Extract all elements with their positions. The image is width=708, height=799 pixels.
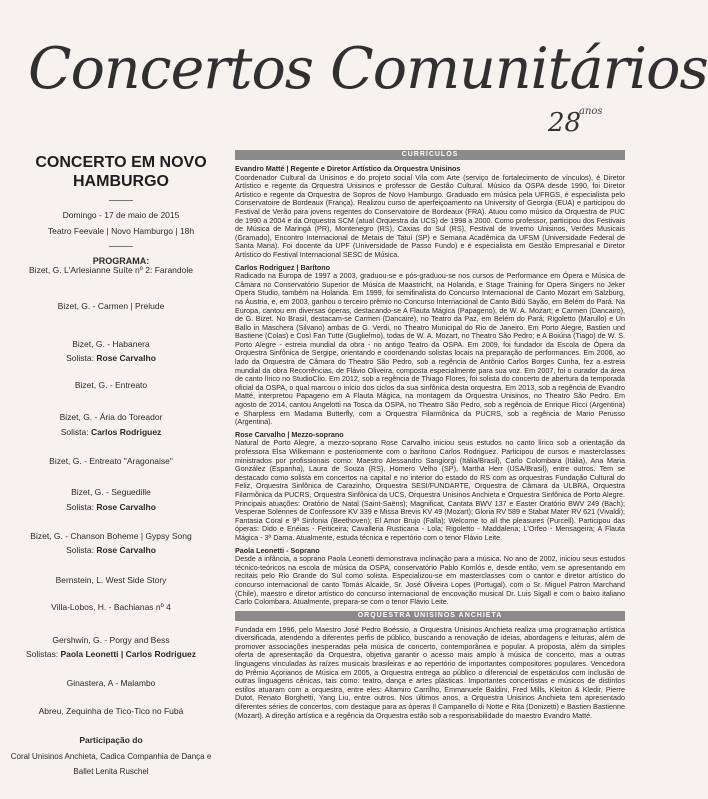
soloist-line <box>0 545 222 555</box>
program-item <box>0 635 222 645</box>
concert-venue: Teatro Feevale | Novo Hamburgo | 18h <box>47 226 195 236</box>
participation-line: Ballet Lenita Ruschel <box>73 767 149 776</box>
program-line: Bizet, G. - Entreato <box>74 380 148 390</box>
bio-block <box>235 264 625 427</box>
divider <box>109 200 133 201</box>
soloist-name: Carlos Rodriguez <box>90 427 162 437</box>
orquestra-block <box>235 626 625 721</box>
series-title: Concertos Comunitários <box>28 36 708 102</box>
bio-name: Rose Carvalho | Mezzo-soprano <box>235 429 344 439</box>
concert-date: Domingo - 17 de maio de 2015 <box>62 210 180 220</box>
bio-name: Carlos Rodriguez | Barítono <box>235 262 331 272</box>
program-item <box>0 456 222 466</box>
program-line: Bernstein, L. West Side Story <box>55 575 167 585</box>
soloist-name: Paola Leonetti | Carlos Rodriguez <box>60 649 197 659</box>
participation-heading: Participação do <box>79 735 143 745</box>
orquestra-text: Fundada em 1996, pelo Maestro José Pedro Boéssio, a Orquestra Unisinos Anchieta realiza uma programação artística diversificada, atendendo a diferentes perfis de público, buscando a renovação de ideias, abordagens e leituras, além de promover associações inesperadas pela música de concerto, contemporânea e popular. A proposta, além da simples oferta de apresentação da Orquestra, objetiva garantir o acesso mais amplo à música de concerto, mas a outras linguagens vinculadas às raízes musicais brasileiras e ao repertório de importantes compositores populares. Vencedora do Prêmio Açorianos de Música em 2005, a Orquestra entrega ao público o diferencial de espetáculos com inclusão de outras linguagens cênicas, tais como: teatro, dança e artes plásticas. Importantes concertistas e músicos de distintos estilos atuaram com a orquestra, entre eles: Altamiro Carrilho, Emmanuele Baldini, Fred Mills, Kleiton & Kledir, Pierre Dutot, Renato Borghetti, Yang Liu, entre outros. Nos últimos anos, a Orquestra Unisinos Anchieta tem apresentado diferentes séries de concertos, com destaque para as óperas Il Campanello di Notte e Rita (Donizetti) e Bastien Bastienne (Mozart). A direção artística e a regência da Orquestra estão sob a responsabilidade do maestro Evandro Matté. <box>235 624 625 720</box>
soloist-name: Rose Carvalho <box>96 502 156 512</box>
soloist-label: Solistas: <box>25 649 59 659</box>
soloist-label: Solista: <box>66 545 94 555</box>
soloist-line <box>0 502 222 512</box>
program-item <box>0 265 222 275</box>
program-line: Bizet, G. L'Arlesianne Suíte nº 2: Farandole <box>29 265 193 275</box>
concert-title: CONCERTO EM NOVO HAMBURGO <box>35 154 207 190</box>
program-item <box>0 575 222 585</box>
orquestra-bar: ORQUESTRA UNISINOS ANCHIETA <box>235 611 625 621</box>
soloist-line <box>0 353 222 363</box>
program-line: Bizet, G. - Carmen | Prelude <box>57 301 165 311</box>
curriculos-bar: CURRÍCULOS <box>235 150 625 160</box>
program-line: Bizet, G. - Chanson Boheme | Gypsy Song <box>30 531 192 541</box>
bio-name: Paola Leonetti - Soprano <box>235 545 320 555</box>
soloist-label: Solista: <box>60 427 89 437</box>
bio-text: Radicado na Europa de 1997 a 2003, graduou-se e pós-graduou-se nos cursos de Performance em Ópera e Música de Câmara no Conservatório Superior de Música de Maastricht, na Holanda, e Stage Training for Opera Singers no Jeker Opera Studio, também na Holanda. Em 1999, foi semifinalista do Concurso Internacional de Canto Mozart em Salzburg, na Áustria, e, em 2003, ganhou o terceiro prêmio no Concurso Internacional de Canto Bidú Sayão, em Belém do Pará. Na Europa, cantou em diversas óperas, destacando-se A Flauta Mágica (Papageno), de W. A. Mozart; e Carmen (Dancairo), de G. Bizet. No Brasil, destacam-se Carmen (Dancaire), no Teatro da Paz, em Belém do Pará; Rigoletto (Marullo) e Un Ballo in Maschera (Silvano) ambas de G. Verdi, no Theatro Municipal do Rio de Janeiro. Em Porto Alegre, Bastien und Bastiene (Colas) e Così Fan Tutte (Guglielmo), todas de W. A. Mozart, no Theatro São Pedro; e A Boiúna (Tiago) de W. S. Porto Alegre - estreia mundial da obra - no antigo Teatro da OSPA. Em 2009, foi fundador da Escola de Ópera da Orquestra Sinfônica de Sergipe, orientando e coordenando solistas locais na preparação de performances. Em 2006, ao lado da Orquestra de Câmara do Theatro São Pedro, sob a regência de Antônio Carlos Borges Cunha, fez a estreia mundial da obra Recorrências, de Flávio Oliveira, composta especialmente para sua voz. Em 2007, foi o curador da área de canto lírico no StudioClio. Em 2012, sob a regência de Thiago Flores, foi solista do concerto de abertura da temporada oficial da OSPA, o qual marcou o início dos ciclos da sua sinfônica desta orquestra. Em 2013, sob a regência de Evandro Matté, interpretou Papageno em A Flauta Mágica, na montagem da Orquestra Unisinos, no Theatro São Pedro. Em agosto de 2014, cantou Angelotti na Tosca da OSPA, no Theatro São Pedro, sob a regência de Enrique Ricci (Argentina) e Sharpless em Madama Butterfly, com a Orquestra Filarmônica da PUCRS, sob a regência de Mario Perusso (Argentina). <box>235 271 625 427</box>
program-heading: PROGRAMA: <box>92 256 150 266</box>
program-item <box>0 301 222 311</box>
divider <box>109 246 133 247</box>
bio-block <box>235 547 625 607</box>
program-item <box>0 531 222 541</box>
program-line: Bizet, G. - Habanera <box>72 339 150 349</box>
bio-block <box>235 431 625 543</box>
program-line: Bizet, G. - Seguedille <box>71 487 151 497</box>
program-item <box>0 487 222 497</box>
soloist-name: Rose Carvalho <box>96 545 156 555</box>
info-column <box>235 150 625 724</box>
bio-name: Evandro Matté | Regente e Diretor Artístico da Orquestra Unisinos <box>235 164 461 173</box>
bio-text: Coordenador Cultural da Unisinos e do projeto social Vila com Arte (serviço de fortalecimento de vínculos), é Diretor Artístico e regente da Orquestra Unisinos e professor de Gestão Cultural. Músico da OSPA desde 1990, foi Diretor Artístico e regente da Orquestra de Sopros de Novo Hamburgo. Graduado em música pela UFRGS, é especialista pelo Conservatoire de Bordeaux (França). Realizou curso de aperfeiçoamento na University of Georgia (EUA) e participou do Festival de Verão para jovens regentes do Conservatoire de Bordeaux (FRA). Atuou como músico da Orquestra de PUC de 1990 a 2004 e da Orquestra SCM (atual Orquestra da UCS) de 1998 a 2000. Como professor, participou dos Festivais de Música de Maringá (PR), Montenegro (RS), Caxias do Sul (RS), Festival de Inverno Unisinos, Verões Musicais (Gramado), Encontro Internacional de Metais de Tatuí (SP) e Semana Acadêmica da UFSM (Universidade Federal de Santa Maria). Foi docente da UPF (Universidade de Passo Fundo) e é especialista em Gestão Empresarial e Diretor Artístico do Festival Internacional SESC de Música. <box>235 172 625 259</box>
program-line: Gershwin, G. - Porgy and Bess <box>52 635 170 645</box>
program-line: Villa-Lobos, H. - Bachianas nº 4 <box>51 602 171 612</box>
program-item <box>0 339 222 349</box>
program-column <box>10 150 232 266</box>
anniversary-word: anos <box>579 106 603 117</box>
program-item <box>0 412 222 422</box>
program-line: Bizet, G. - Ária do Toreador <box>59 412 163 422</box>
soloist-label: Solista: <box>66 502 94 512</box>
bio-text: Desde a infância, a soprano Paola Leonetti demonstrava inclinação para a música. No ano de 2002, iniciou seus estudos técnico-teóricos na escola de música da OSPA, conservatório Pablo Komlós e, desde então, vem se apresentando em recitais pelo Rio Grande do Sul como solista. Especializou-se em masterclasses com o cantor e diretor artístico do concurso internacional de canto Tomás Alcaide, Sr. José Oliveira Lopes (Portugal), com o Sr. Miguel Patron Marchand (Chile), maestro e diretor artístico do concurso internacional de encovação musical Dr. Luis Sigall e com o baixo italiano Carlo Colombara. Atualmente, prepara-se com o tenor Flávio Leite. <box>235 554 625 607</box>
soloist-line <box>0 427 222 437</box>
soloist-name: Rose Carvalho <box>96 353 156 363</box>
program-item <box>0 602 222 612</box>
bio-block <box>235 165 625 260</box>
soloist-line <box>0 649 222 659</box>
program-line: Ginastera, A - Malambo <box>66 678 156 688</box>
program-line: Bizet, G. - Entreato "Aragonaise" <box>49 456 173 466</box>
program-item <box>0 706 222 716</box>
anniversary-number: 28 <box>548 108 582 138</box>
program-item <box>0 678 222 688</box>
bio-text: Natural de Porto Alegre, a mezzo-soprano Rose Carvalho iniciou seus estudos no canto lírico sob a orientação da professora Elsa Wilkemann e posteriormente com o barítono Carlos Rodriguez. Participou de cursos e masterclasses ministrados por profissionais como: Maestro Alessandro Sangiorgi (Itália/Brasil), Carlo Colombara (Itália), Ana Maria González (Espanha), Laura de Souza (RS), Homero Velho (SP), Martha Herr (USA/Brasil), entre outros. Tem se destacado como solista em concertos na capital e no interior do estado do RS com as orquestras Fundação Cultural do Feliz, Orquestra Sinfônica de Carazinho, Orquestra SESI/FUNDARTE, Orquestra de Câmara da ULBRA, Orquestra Filarmônica da PUCRS, Orquestra Sinfônica da UCS, Orquestra Unisinos Anchieta e Orquestra Sinfônica de Porto Alegre. Principais atuações: Oratório de Natal (Saint-Saëns); Magnificat, Cantata BWV 137 e Easter Oratório BWV 249 (Bach); Vesperae Solennes de Confessore KV 339 e Missa Brevis KV 49 (Mozart); Gloria RV 589 e Stabat Mater RV 621 (Vivaldi); Fantasia Coral e 9ª Sinfonia (Beethoven); El Amor Brujo (Falla); Welcome to all the pleasures (Purcell). Participou das óperas: Dido e Enéias - Feiticeira; Cavalleria Rusticana - Lola; Rigoletto - Maddalena; L'Orfeo - Mensageira; A Flauta Mágica - 3ª Dama. Atualmente, estuda técnica e repertório com o tenor Flávio Leite. <box>235 438 625 542</box>
program-line: Abreu, Zequinha de Tico-Tico no Fubá <box>38 706 184 716</box>
soloist-label: Solista: <box>66 353 94 363</box>
program-item <box>0 380 222 390</box>
participation-line: Coral Unisinos Anchieta, Cadica Companhia de Dança e <box>10 752 212 761</box>
